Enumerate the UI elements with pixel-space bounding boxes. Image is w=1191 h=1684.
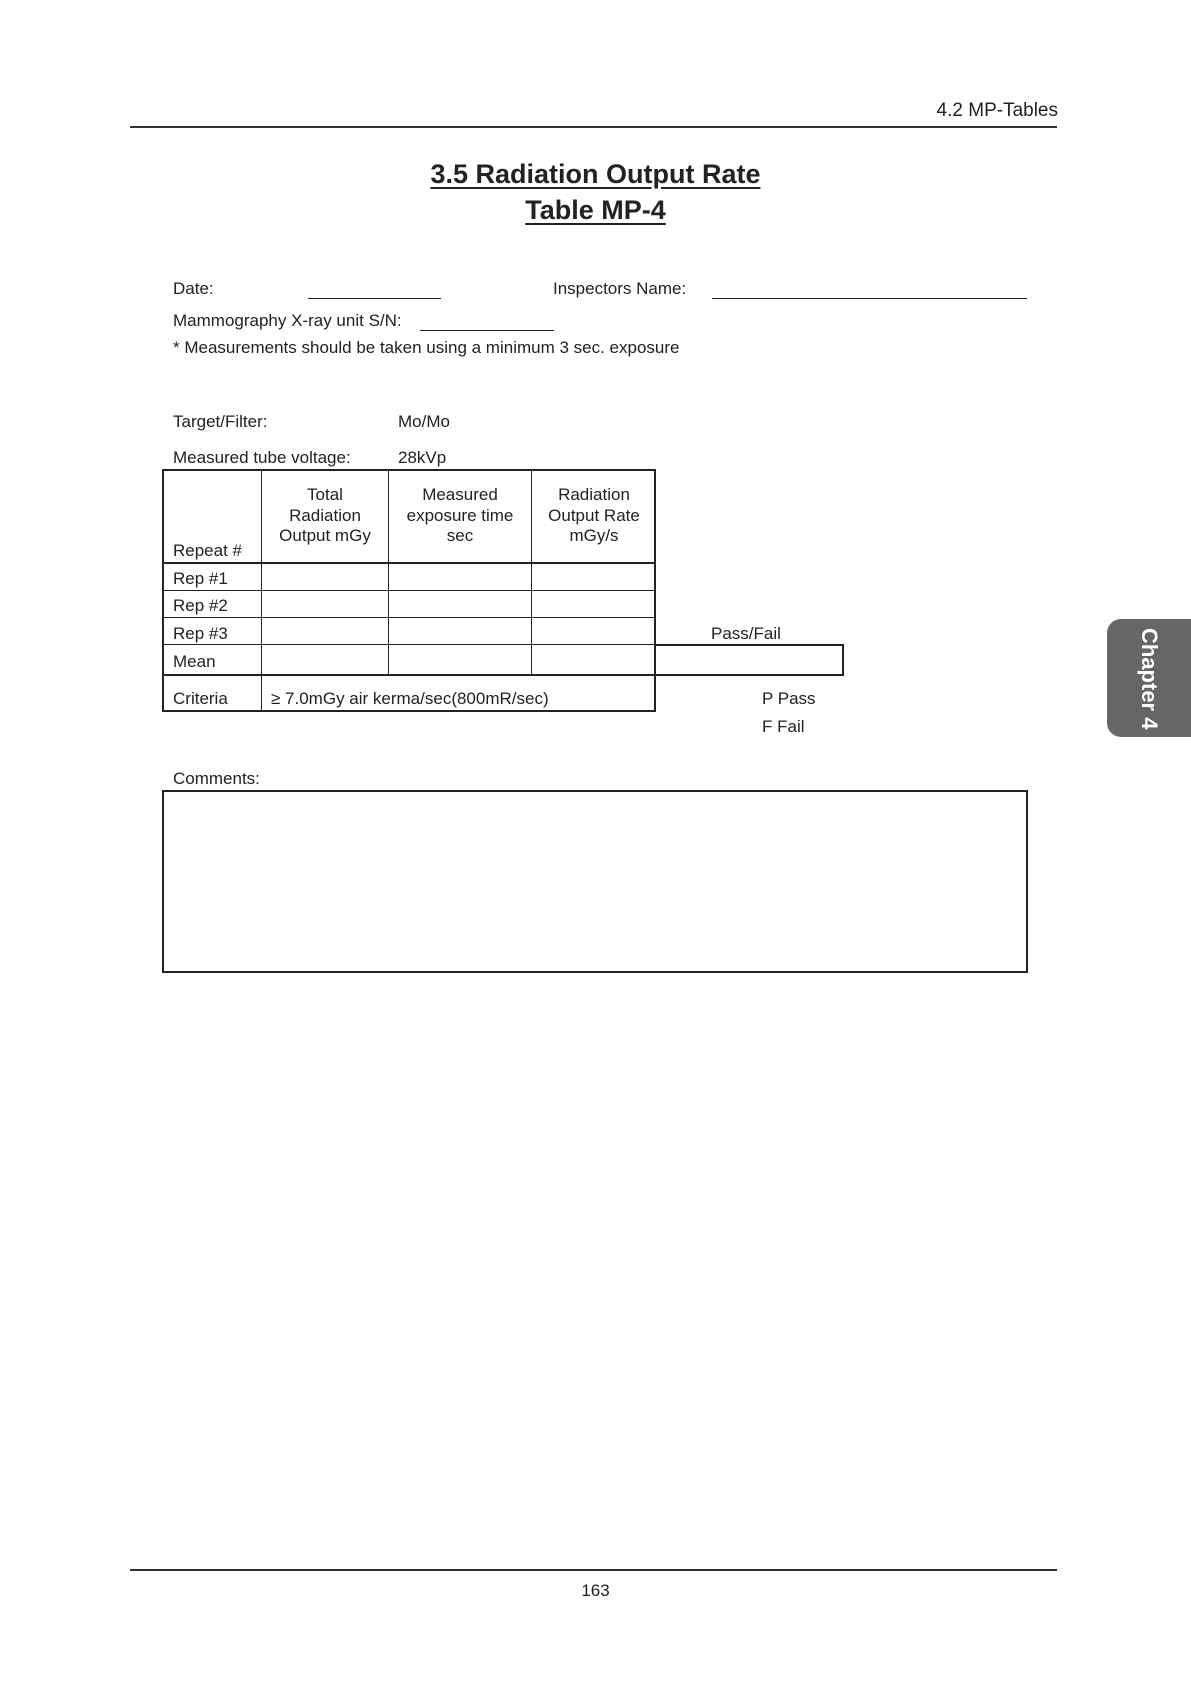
inspector-label: Inspectors Name: bbox=[553, 279, 687, 298]
inspector-name-field[interactable] bbox=[712, 298, 1027, 299]
date-field[interactable] bbox=[308, 298, 441, 299]
cell-rep1-output-rate[interactable] bbox=[533, 564, 654, 589]
pass-fail-label: Pass/Fail bbox=[711, 624, 781, 643]
comments-box[interactable] bbox=[162, 790, 1028, 973]
page-title: 3.5 Radiation Output Rate bbox=[430, 159, 761, 189]
header-line: exposure time bbox=[406, 505, 514, 525]
cell-mean-exposure-time[interactable] bbox=[390, 646, 530, 673]
cell-rep2-output-rate[interactable] bbox=[533, 592, 654, 616]
header-repeat: Repeat # bbox=[173, 541, 242, 560]
cell-rep3-total-output[interactable] bbox=[263, 619, 387, 643]
cell-rep1-total-output[interactable] bbox=[263, 564, 387, 589]
header-line: Radiation bbox=[289, 505, 361, 525]
page-number: 163 bbox=[581, 1581, 610, 1600]
table-row-divider bbox=[162, 617, 656, 618]
pass-fail-result-box[interactable] bbox=[654, 644, 844, 676]
date-label: Date: bbox=[173, 279, 214, 298]
measurement-note: * Measurements should be taken using a minimum 3 sec. exposure bbox=[173, 338, 680, 357]
target-filter-label: Target/Filter: bbox=[173, 412, 268, 431]
table-row-divider bbox=[162, 644, 656, 645]
criteria-label: Criteria bbox=[173, 689, 228, 708]
header-line: Radiation bbox=[558, 485, 630, 504]
header-total-radiation-output bbox=[262, 485, 388, 547]
header-line: sec bbox=[446, 526, 474, 545]
cell-rep3-exposure-time[interactable] bbox=[390, 619, 530, 643]
comments-label: Comments: bbox=[173, 769, 260, 788]
serial-label: Mammography X-ray unit S/N: bbox=[173, 311, 402, 330]
tube-voltage-value: 28kVp bbox=[398, 448, 447, 467]
header-measured-exposure-time bbox=[389, 485, 531, 547]
fail-option: F Fail bbox=[762, 717, 805, 736]
row-label-rep2: Rep #2 bbox=[173, 596, 228, 615]
footer-rule bbox=[130, 1569, 1057, 1571]
cell-mean-output-rate[interactable] bbox=[533, 646, 654, 673]
row-label-mean: Mean bbox=[173, 652, 216, 671]
chapter-tab-label: Chapter 4 bbox=[1137, 627, 1162, 730]
header-line: Output mGy bbox=[279, 526, 371, 545]
section-header: 4.2 MP-Tables bbox=[936, 100, 1058, 121]
header-line: mGy/s bbox=[569, 526, 619, 545]
row-label-rep1: Rep #1 bbox=[173, 569, 228, 588]
cell-rep2-exposure-time[interactable] bbox=[390, 592, 530, 616]
header-rule bbox=[130, 126, 1057, 128]
header-line: Total bbox=[307, 485, 343, 504]
header-line: Output Rate bbox=[548, 505, 640, 525]
cell-rep1-exposure-time[interactable] bbox=[390, 564, 530, 589]
table-title: Table MP-4 bbox=[525, 195, 666, 225]
header-line: Measured bbox=[422, 485, 498, 504]
target-filter-value: Mo/Mo bbox=[398, 412, 450, 431]
serial-number-field[interactable] bbox=[420, 330, 554, 331]
table-row-divider bbox=[162, 674, 656, 676]
criteria-value: ≥ 7.0mGy air kerma/sec(800mR/sec) bbox=[271, 689, 549, 708]
table-row-divider bbox=[162, 590, 656, 591]
tube-voltage-label: Measured tube voltage: bbox=[173, 448, 351, 467]
cell-rep3-output-rate[interactable] bbox=[533, 619, 654, 643]
pass-option: P Pass bbox=[762, 689, 816, 708]
header-radiation-output-rate bbox=[532, 485, 656, 547]
cell-mean-total-output[interactable] bbox=[263, 646, 387, 673]
cell-rep2-total-output[interactable] bbox=[263, 592, 387, 616]
row-label-rep3: Rep #3 bbox=[173, 624, 228, 643]
